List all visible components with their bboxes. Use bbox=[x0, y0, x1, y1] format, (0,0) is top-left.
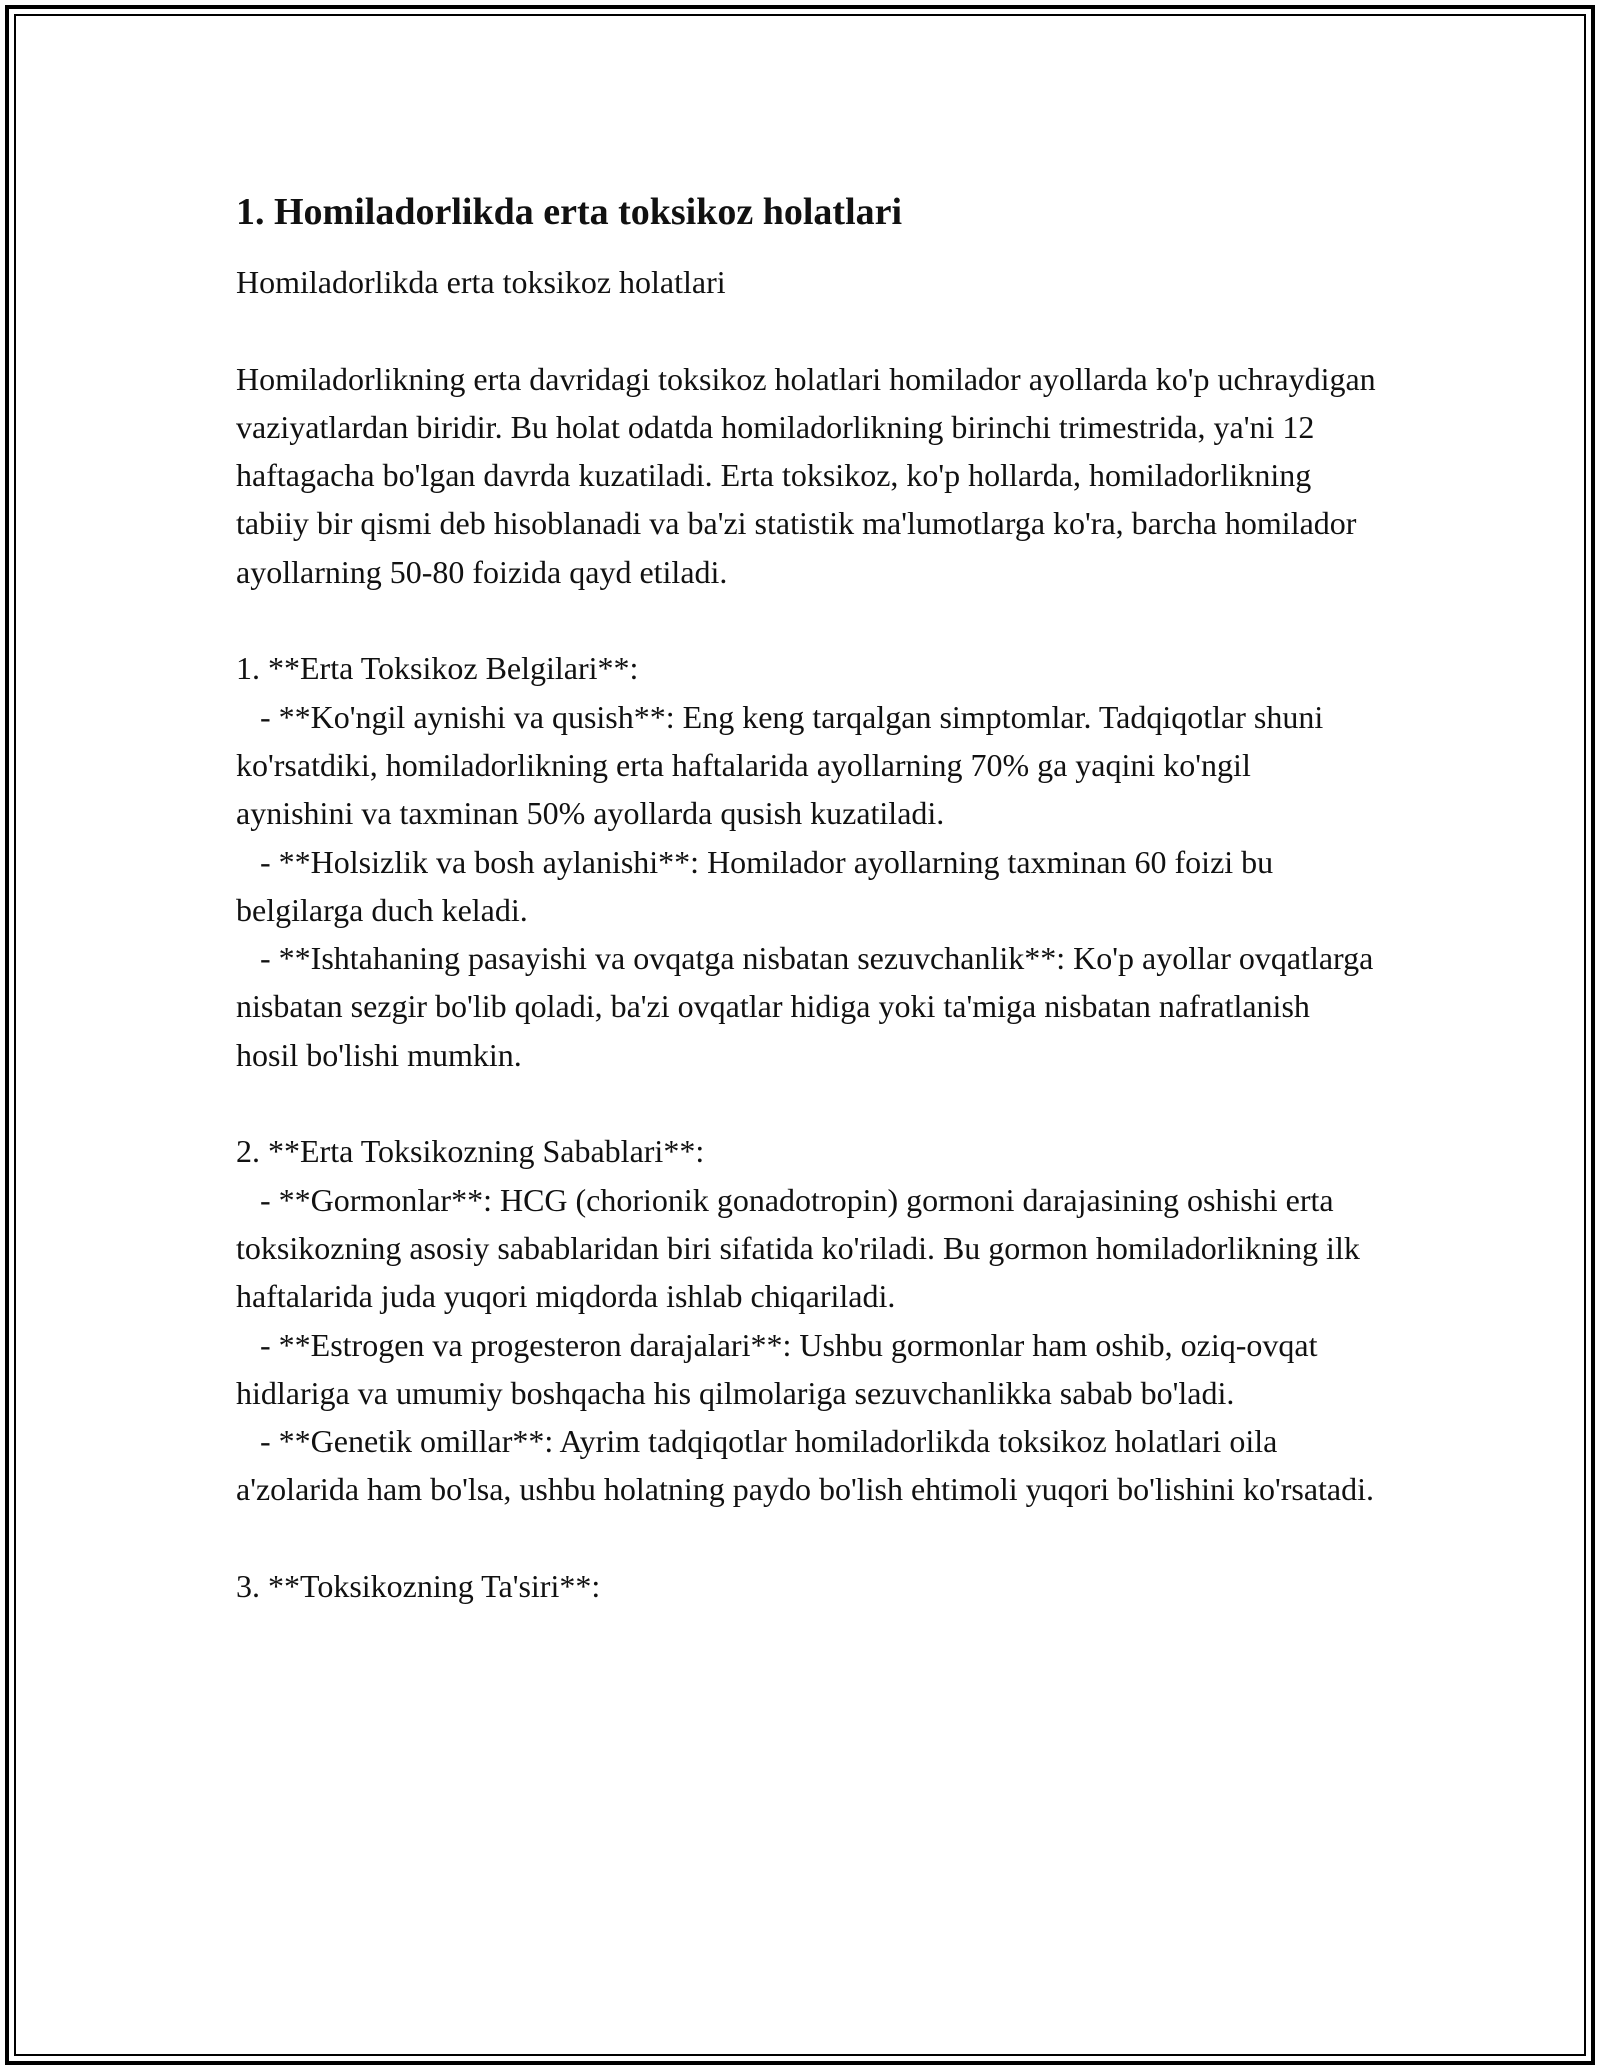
document-content bbox=[236, 186, 1376, 1610]
document-title: 1. Homiladorlikda erta toksikoz holatlari bbox=[236, 191, 903, 233]
document-body: Homiladorlikda erta toksikoz holatlari Homiladorlikning erta davridagi toksikoz holatlari homilador ayollarda ko'p uchraydigan vaziyatlardan biridir. Bu holat odatda homiladorlikning birinchi trimestrida, ya'ni 12 haftagacha bo'lgan davrda kuzatiladi. Erta toksikoz, ko'p hollarda, homiladorlikning tabiiy bir qismi deb hisoblanadi va ba'zi statistik ma'lumotlarga ko'ra, barcha homilador ayollarning 50-80 foizida qayd etiladi. 1. **Erta Toksikoz Belgilari**: - **Ko'ngil aynishi va qusish**: Eng keng tarqalgan simptomlar. Tadqiqotlar shuni ko'rsatdiki, homiladorlikning erta haftalarida ayollarning 70% ga yaqini ko'ngil aynishini va taxminan 50% ayollarda qusish kuzatiladi. - **Holsizlik va bosh aylanishi**: Homilador ayollarning taxminan 60 foizi bu belgilarga duch keladi. - **Ishtahaning pasayishi va ovqatga nisbatan sezuvchanlik**: Ko'p ayollar ovqatlarga nisbatan sezgir bo'lib qoladi, ba'zi ovqatlar hidiga yoki ta'miga nisbatan nafratlanish hosil bo'lishi mumkin. 2. **Erta Toksikozning Sabablari**: - **Gormonlar**: HCG (chorionik gonadotropin) gormoni darajasining oshishi erta toksikozning asosiy sabablaridan biri sifatida ko'riladi. Bu gormon homiladorlikning ilk haftalarida juda yuqori miqdorda ishlab chiqariladi. - **Estrogen va progesteron darajalari**: Ushbu gormonlar ham oshib, oziq-ovqat hidlariga va umumiy boshqacha his qilmolariga sezuvchanlikka sabab bo'ladi. - **Genetik omillar**: Ayrim tadqiqotlar homiladorlikda toksikoz holatlari oila a'zolarida ham bo'lsa, ushbu holatning paydo bo'lish ehtimoli yuqori bo'lishini ko'rsatadi. 3. **Toksikozning Ta'siri**: bbox=[236, 264, 1376, 1605]
